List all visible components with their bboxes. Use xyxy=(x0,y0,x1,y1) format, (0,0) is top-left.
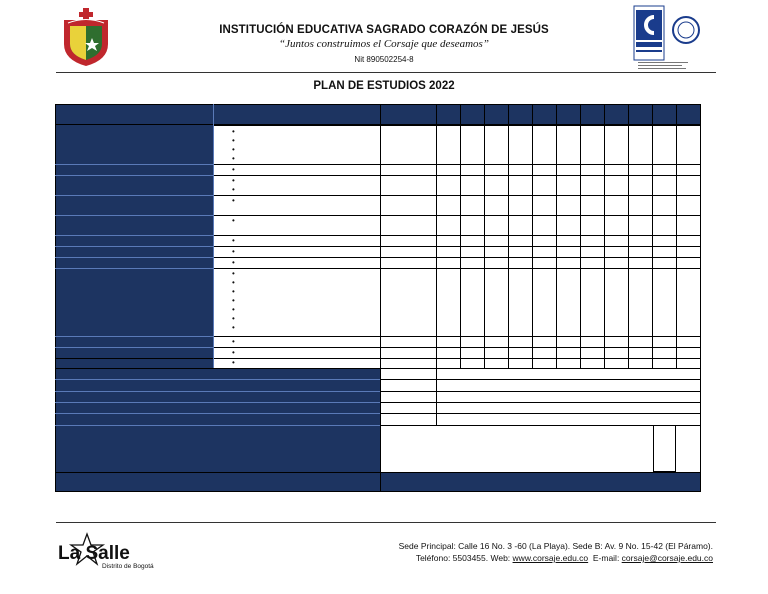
bullet: • xyxy=(232,278,235,287)
website-link[interactable]: www.corsaje.edu.co xyxy=(512,553,589,563)
bullet: • xyxy=(232,337,235,346)
bullet: • xyxy=(232,269,235,278)
bullet: • xyxy=(232,236,235,245)
bullet: • xyxy=(232,305,235,314)
bullet: • xyxy=(232,247,235,256)
bullet: • xyxy=(232,258,235,267)
header-text-block xyxy=(200,24,568,64)
header-divider xyxy=(56,72,716,73)
nit-number: Nit 890502254-8 xyxy=(354,55,414,64)
bullet: • xyxy=(232,154,235,163)
bullet: • xyxy=(232,348,235,357)
institution-name: INSTITUCIÓN EDUCATIVA SAGRADO CORAZÓN DE JESÚS xyxy=(219,24,549,36)
svg-text:Distrito de Bogotá: Distrito de Bogotá xyxy=(102,563,154,570)
bullet: • xyxy=(232,145,235,154)
bullet: • xyxy=(232,287,235,296)
footer-divider xyxy=(56,522,716,523)
bullet: • xyxy=(232,185,235,194)
footer-contact-line: Teléfono: 5503455. Web: www.corsaje.edu.co E-mail: corsaje@corsaje.edu.co xyxy=(415,553,713,563)
bullet: • xyxy=(232,127,235,136)
bullet: • xyxy=(232,165,235,174)
school-motto: “Juntos construimos el Corsaje que deseamos” xyxy=(279,38,489,50)
bullet: • xyxy=(232,136,235,145)
bullet: • xyxy=(232,323,235,332)
bullet: • xyxy=(232,216,235,225)
bullet: • xyxy=(232,314,235,323)
bullet: • xyxy=(232,196,235,205)
email-link[interactable]: corsaje@corsaje.edu.co xyxy=(621,553,713,563)
footer-contact xyxy=(399,540,713,564)
bullet: • xyxy=(232,296,235,305)
study-plan-table xyxy=(55,104,701,492)
svg-text:La Salle: La Salle xyxy=(58,543,130,564)
plan-title: PLAN DE ESTUDIOS 2022 xyxy=(313,80,455,92)
school-crest-logo xyxy=(58,8,114,68)
certification-logos xyxy=(632,4,712,74)
la-salle-logo xyxy=(58,532,168,572)
bullet: • xyxy=(232,358,235,367)
bullet: • xyxy=(232,176,235,185)
footer-address: Sede Principal: Calle 16 No. 3 -60 (La Playa). Sede B: Av. 9 No. 15-42 (El Páramo). xyxy=(398,541,713,551)
